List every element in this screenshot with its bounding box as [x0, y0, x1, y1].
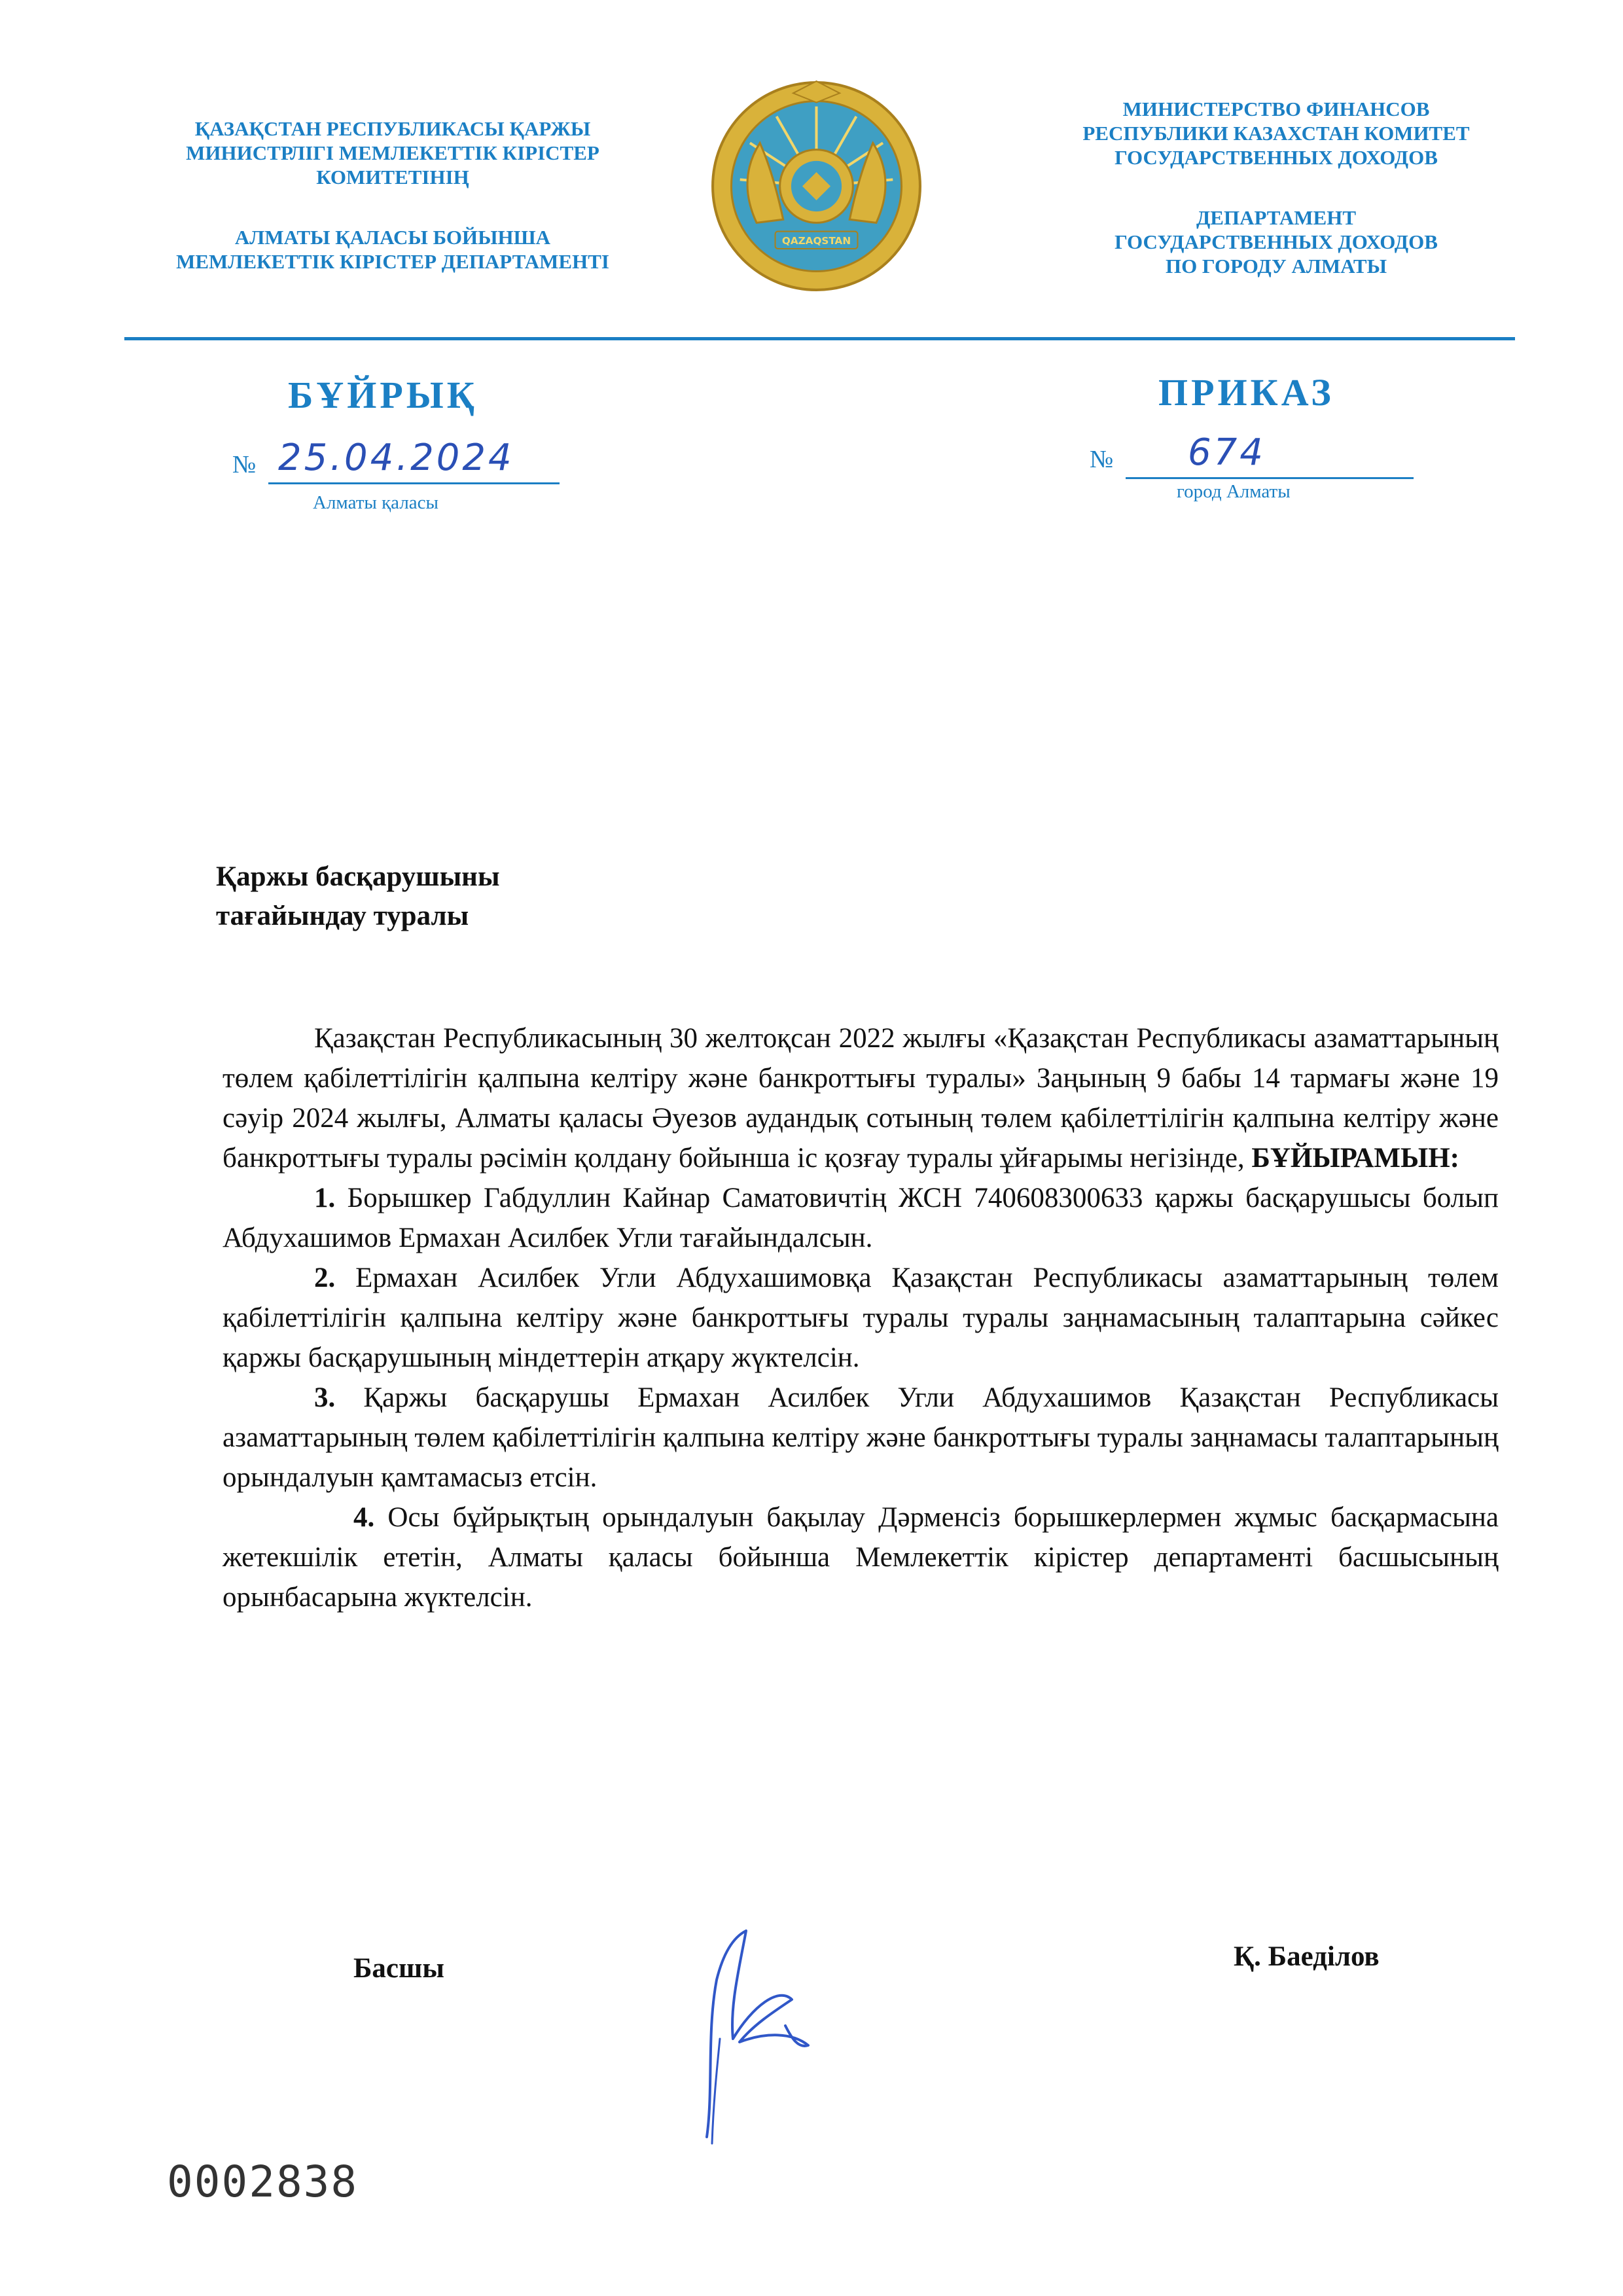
signatory-role: Басшы — [353, 1953, 444, 1984]
subject-line: Қаржы басқарушыны — [216, 861, 500, 892]
header-right-line: ГОСУДАРСТВЕННЫХ ДОХОДОВ — [1115, 230, 1438, 253]
number-symbol: № — [232, 451, 257, 478]
order-body — [223, 1018, 1499, 1617]
preamble-paragraph — [223, 1018, 1499, 1178]
header-left-kz — [111, 117, 674, 274]
order-item — [223, 1258, 1499, 1378]
header-left-line: ҚАЗАҚСТАН РЕСПУБЛИКАСЫ ҚАРЖЫ — [194, 117, 591, 140]
header-right-line: МИНИСТЕРСТВО ФИНАНСОВ — [1122, 98, 1430, 120]
order-word: БҰЙЫРАМЫН: — [1251, 1143, 1459, 1174]
handwritten-signature — [694, 1928, 831, 2147]
order-number-field — [1090, 433, 1417, 479]
state-emblem-icon — [710, 80, 923, 293]
preamble-text: Қазақстан Республикасының 30 желтоқсан 2022 жылғы «Қазақстан Республикасы азаматтарының төлем қабілеттілігін қалпына келтіру және банкроттығы туралы» Заңының 9 бабы 14 тармағы және 19 сәуір 2024 жылғы, Алматы қаласы Әуезов аудандық сотының төлем қабілеттілігін қалпына келтіру және банкроттығы туралы рәсімін қолдану бойынша іс қозғау туралы ұйғарымы негізінде, — [223, 1023, 1499, 1174]
header-right-line: ГОСУДАРСТВЕННЫХ ДОХОДОВ — [1115, 146, 1438, 169]
underline — [1126, 477, 1414, 479]
header-right-line: РЕСПУБЛИКИ КАЗАХСТАН КОМИТЕТ — [1082, 122, 1470, 145]
order-item — [223, 1498, 1499, 1617]
item-number: 2. — [314, 1263, 336, 1293]
subject-line: тағайындау туралы — [216, 901, 469, 931]
order-title-ru: ПРИКАЗ — [1158, 371, 1334, 414]
item-number: 3. — [314, 1382, 336, 1413]
order-subject — [216, 857, 805, 936]
order-item — [223, 1178, 1499, 1258]
item-number: 4. — [353, 1502, 375, 1533]
signatory-name: Қ. Баеділов — [1234, 1941, 1380, 1972]
item-number: 1. — [314, 1183, 336, 1213]
underline — [268, 482, 560, 484]
item-text: Ермахан Асилбек Угли Абдухашимовқа Қазақстан Республикасы азаматтарының төлем қабілеттілігін қалпына келтіру және банкроттығы туралы туралы заңнамасының талаптарына сәйкес қаржы басқарушының міндеттерін атқару жүктелсін. — [223, 1263, 1499, 1373]
registration-number: 0002838 — [167, 2157, 359, 2207]
header-left-line: МИНИСТРЛІГІ МЕМЛЕКЕТТІК КІРІСТЕР — [186, 141, 599, 164]
city-ru: город Алматы — [1177, 481, 1291, 502]
city-kz: Алматы қаласы — [313, 492, 439, 513]
header-right-ru — [995, 97, 1558, 278]
header-left-line: АЛМАТЫ ҚАЛАСЫ БОЙЫНША — [234, 226, 551, 249]
order-item — [223, 1378, 1499, 1498]
header-divider — [124, 337, 1515, 340]
header-right-line: ДЕПАРТАМЕНТ — [1196, 206, 1357, 229]
item-text: Борышкер Габдуллин Кайнар Саматовичтің ЖСН 740608300633 қаржы басқарушысы болып Абдухашимов Ермахан Асилбек Угли тағайындалсын. — [223, 1183, 1499, 1253]
header-right-line: ПО ГОРОДУ АЛМАТЫ — [1165, 255, 1387, 278]
emblem-label: QAZAQSTAN — [781, 234, 851, 247]
header-left-line: МЕМЛЕКЕТТІК КІРІСТЕР ДЕПАРТАМЕНТІ — [176, 250, 609, 273]
order-date-field — [232, 439, 560, 484]
handwritten-date: 25.04.2024 — [278, 437, 514, 479]
handwritten-number: 674 — [1188, 431, 1266, 474]
order-title-kz: БҰЙРЫҚ — [288, 374, 478, 416]
header-left-line: КОМИТЕТІНІҢ — [316, 166, 469, 188]
item-text: Осы бұйрықтың орындалуын бақылау Дәрменсіз борышкерлермен жұмыс басқармасына жетекшілік ететін, Алматы қаласы бойынша Мемлекеттік кірістер департаменті басшысының орынбасарына жүктелсін. — [223, 1502, 1499, 1613]
item-text: Қаржы басқарушы Ермахан Асилбек Угли Абдухашимов Қазақстан Республикасы азаматтарының төлем қабілеттілігін қалпына келтіру және банкроттығы туралы заңнамасы талаптарының орындалуын қамтамасыз етсін. — [223, 1382, 1499, 1493]
number-symbol: № — [1090, 446, 1114, 473]
